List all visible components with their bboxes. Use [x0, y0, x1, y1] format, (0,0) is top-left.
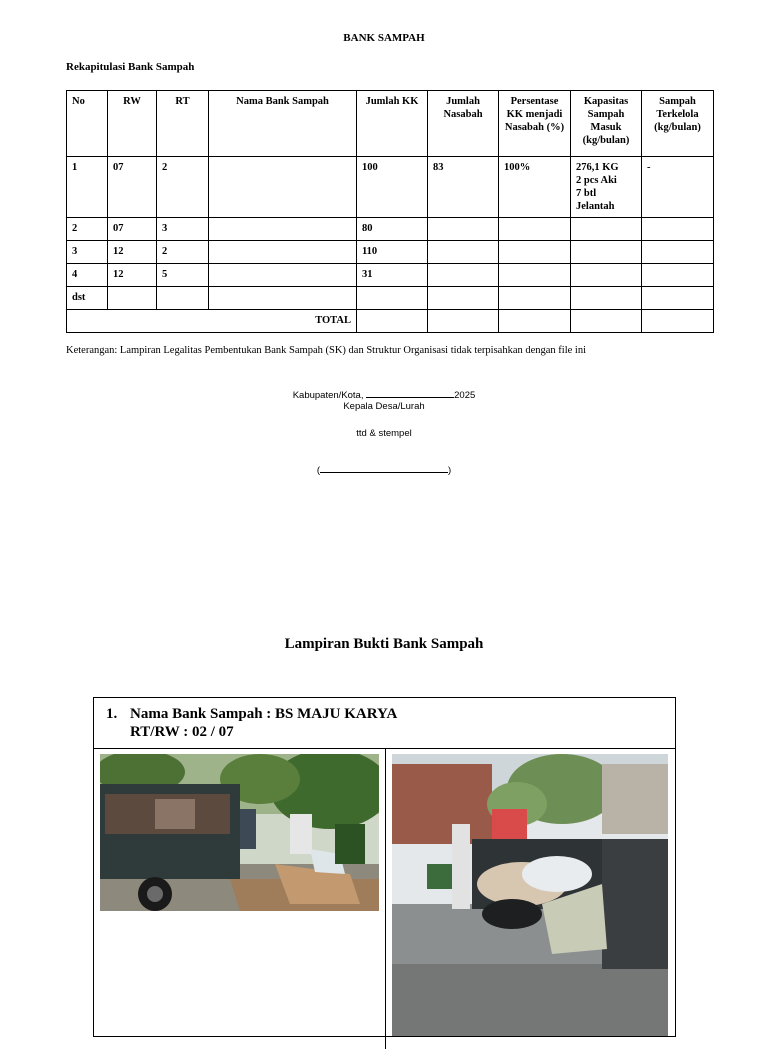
entry-number: 1. [106, 706, 118, 722]
table-subtitle: Rekapitulasi Bank Sampah [66, 61, 195, 73]
cell-nama [209, 218, 357, 241]
table-row [67, 264, 714, 287]
cell-rw: 12 [108, 264, 157, 287]
cell-nama [209, 241, 357, 264]
kapasitas-line: Jelantah [576, 201, 615, 212]
cell-jumlah-nasabah: 83 [428, 157, 499, 218]
cell-jumlah-nasabah [428, 287, 499, 310]
kapasitas-line: 2 pcs Aki [576, 175, 617, 186]
total-cell [571, 310, 642, 333]
cell-rw: 12 [108, 241, 157, 264]
header-rw: RW [108, 91, 157, 157]
header-rt: RT [157, 91, 209, 157]
total-cell [428, 310, 499, 333]
cell-kapasitas [571, 287, 642, 310]
header-no: No [67, 91, 108, 157]
recap-table [66, 90, 714, 333]
cell-nama [209, 264, 357, 287]
header-jumlah-kk: Jumlah KK [357, 91, 428, 157]
cell-jumlah-nasabah [428, 218, 499, 241]
document-title: BANK SAMPAH [343, 32, 425, 44]
header-nama: Nama Bank Sampah [209, 91, 357, 157]
evidence-box [93, 697, 676, 1037]
cell-jumlah-nasabah [428, 264, 499, 287]
cell-no: 3 [67, 241, 108, 264]
table-header-row [67, 91, 714, 157]
note-text: Keterangan: Lampiran Legalitas Pembentukan Bank Sampah (SK) dan Struktur Organisasi tidak terpisahkan dengan file ini [66, 345, 587, 356]
header-kapasitas: Kapasitas Sampah Masuk (kg/bulan) [571, 91, 642, 157]
signature-block [0, 387, 768, 475]
bank-name-line [106, 706, 397, 723]
total-label: TOTAL [67, 310, 357, 333]
cell-terkelola [642, 287, 714, 310]
signature-year: 2025 [454, 390, 476, 401]
table-row [67, 157, 714, 218]
cell-rt [157, 287, 209, 310]
place-prefix: Kabupaten/Kota, [292, 390, 364, 401]
cell-kapasitas [571, 218, 642, 241]
bank-name: Nama Bank Sampah : BS MAJU KARYA [130, 706, 398, 722]
table-row [67, 287, 714, 310]
cell-terkelola [642, 241, 714, 264]
cell-jumlah-kk: 31 [357, 264, 428, 287]
cell-rt: 2 [157, 241, 209, 264]
cell-persentase [499, 218, 571, 241]
kapasitas-line: 7 btl [576, 188, 597, 199]
name-blank-line [320, 462, 448, 473]
cell-jumlah-nasabah [428, 241, 499, 264]
cell-nama [209, 287, 357, 310]
photo-truck-waste-sorting-icon [100, 754, 379, 911]
date-blank-line [366, 387, 454, 398]
cell-rt: 2 [157, 157, 209, 218]
header-terkelola: Sampah Terkelola (kg/bulan) [642, 91, 714, 157]
name-close-paren: ) [448, 465, 452, 476]
cell-terkelola: - [642, 157, 714, 218]
cell-rt: 5 [157, 264, 209, 287]
total-cell [499, 310, 571, 333]
total-cell [642, 310, 714, 333]
cell-jumlah-kk: 100 [357, 157, 428, 218]
cell-rt: 3 [157, 218, 209, 241]
cell-rw: 07 [108, 157, 157, 218]
name-open-paren: ( [316, 465, 320, 476]
cell-nama [209, 157, 357, 218]
cell-jumlah-kk: 80 [357, 218, 428, 241]
column-divider [385, 749, 386, 1049]
cell-terkelola [642, 264, 714, 287]
cell-persentase: 100% [499, 157, 571, 218]
cell-persentase [499, 241, 571, 264]
cell-jumlah-kk: 110 [357, 241, 428, 264]
lampiran-title: Lampiran Bukti Bank Sampah [284, 636, 484, 652]
cell-persentase [499, 264, 571, 287]
signature-name-line [0, 462, 768, 475]
cell-rw: 07 [108, 218, 157, 241]
signature-place-date [0, 387, 768, 400]
header-jumlah-nasabah: Jumlah Nasabah [428, 91, 499, 157]
cell-no: 4 [67, 264, 108, 287]
cell-rw [108, 287, 157, 310]
kapasitas-line: 276,1 KG [576, 162, 619, 173]
evidence-header [94, 698, 675, 749]
cell-kapasitas [571, 241, 642, 264]
cell-kapasitas [571, 264, 642, 287]
cell-persentase [499, 287, 571, 310]
photo-waste-sacks-courtyard-icon [392, 754, 668, 1036]
rt-rw-line: RT/RW : 02 / 07 [130, 724, 234, 740]
cell-terkelola [642, 218, 714, 241]
cell-jumlah-kk [357, 287, 428, 310]
cell-kapasitas [571, 157, 642, 218]
total-row [67, 310, 714, 333]
table-row [67, 218, 714, 241]
cell-no: 1 [67, 157, 108, 218]
cell-no: dst [67, 287, 108, 310]
total-cell [357, 310, 428, 333]
signature-position: Kepala Desa/Lurah [343, 401, 425, 412]
table-row [67, 241, 714, 264]
signature-stamp-note: ttd & stempel [356, 428, 412, 439]
cell-no: 2 [67, 218, 108, 241]
header-persentase: Persentase KK menjadi Nasabah (%) [499, 91, 571, 157]
